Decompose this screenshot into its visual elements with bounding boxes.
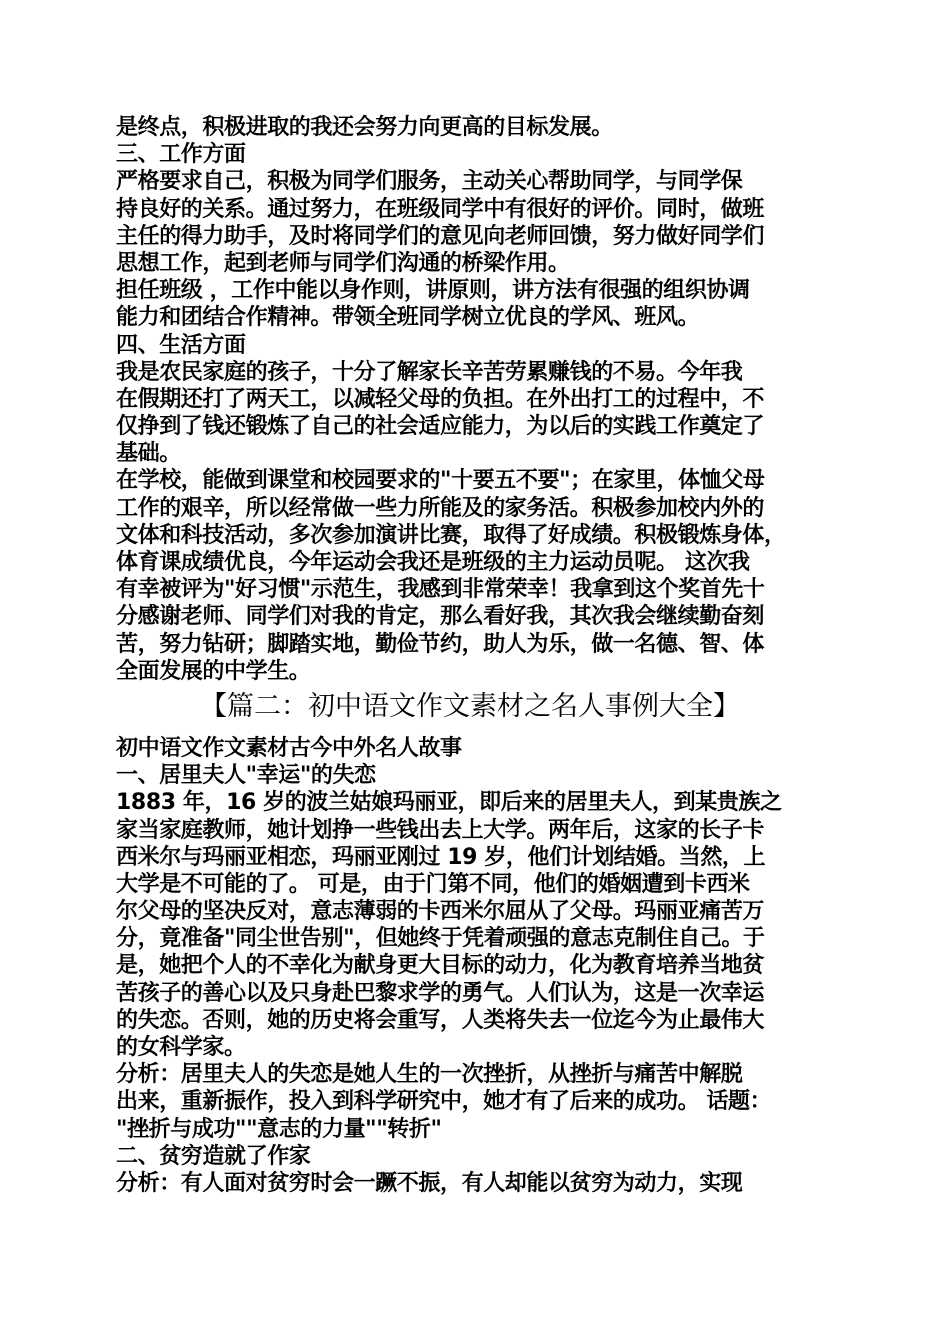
text-line: 大学是不可能的了。 可是，由于门第不同，他们的婚姻遭到卡西米 (116, 871, 750, 897)
text-line: 我是农民家庭的孩子，十分了解家长辛苦劳累赚钱的不易。今年我 (116, 359, 743, 385)
text-line: 是，她把个人的不幸化为献身更大目标的动力，化为教育培养当地贫 (116, 953, 765, 979)
text-line: 分析：有人面对贫穷时会一蹶不振，有人却能以贫穷为动力，实现 (116, 1170, 743, 1196)
text-line: 在假期还打了两天工，以减轻父母的负担。在外出打工的过程中，不 (116, 386, 765, 412)
text-line: 能力和团结合作精神。带领全班同学树立优良的学风、班风。 (116, 305, 700, 331)
text-line: 工作的艰辛，所以经常做一些力所能及的家务活。积极参加校内外的 (116, 495, 765, 521)
text-line: 出来，重新振作，投入到科学研究中，她才有了后来的成功。 话题： (116, 1089, 772, 1115)
text-line: 文体和科技活动，多次参加演讲比赛，取得了好成绩。积极锻炼身体， (116, 522, 786, 548)
text-line: 主任的得力助手，及时将同学们的意见向老师回馈，努力做好同学们 (116, 223, 765, 249)
text-line: 仅挣到了钱还锻炼了自己的社会适应能力，为以后的实践工作奠定了 (116, 414, 765, 440)
text-line: 持良好的关系。通过努力，在班级同学中有很好的评价。同时，做班 (116, 196, 765, 222)
text-line: 一、居里夫人"幸运"的失恋 (116, 763, 376, 789)
text-line: 分析：居里夫人的失恋是她人生的一次挫折，从挫折与痛苦中解脱 (116, 1062, 743, 1088)
text-line: 在学校，能做到课堂和校园要求的"十要五不要"；在家里，体恤父母 (116, 468, 765, 494)
text-line: 尔父母的坚决反对，意志薄弱的卡西米尔屈从了父母。玛丽亚痛苦万 (116, 899, 765, 925)
text-line: 苦孩子的善心以及只身赴巴黎求学的勇气。人们认为，这是一次幸运 (116, 980, 765, 1006)
text-line: 三、工作方面 (116, 142, 246, 168)
text-line: 分，竟准备"同尘世告别"，但她终于凭着顽强的意志克制住自己。于 (116, 926, 765, 952)
text-line: 担任班级 ，工作中能以身作则，讲原则，讲方法有很强的组织协调 (116, 278, 750, 304)
section-title: 【篇二：初中语文作文素材之名人事例大全】 (200, 690, 740, 722)
text-line: 体育课成绩优良，今年运动会我还是班级的主力运动员呢。 这次我 (116, 550, 750, 575)
text-section-part1 (116, 114, 842, 685)
text-line: 1883 年，16 岁的波兰姑娘玛丽亚，即后来的居里夫人，到某贵族之 (116, 790, 782, 816)
text-section-part2 (116, 735, 842, 1197)
text-line: 有幸被评为"好习惯"示范生，我感到非常荣幸！我拿到这个奖首先十 (116, 577, 765, 603)
text-line: 分感谢老师、同学们对我的肯定，那么看好我，其次我会继续勤奋刻 (116, 604, 765, 630)
text-line: 基础。 (116, 441, 181, 467)
text-line: 的女科学家。 (116, 1035, 246, 1060)
text-line: 四、生活方面 (116, 332, 246, 358)
text-line: 思想工作，起到老师与同学们沟通的桥梁作用。 (116, 250, 570, 276)
text-line: 苦，努力钻研；脚踏实地，勤俭节约，助人为乐，做一名德、智、体 (116, 631, 765, 657)
text-line: 全面发展的中学生。 (116, 658, 311, 684)
text-line: 的失恋。否则，她的历史将会重写，人类将失去一位迄今为止最伟大 (116, 1007, 765, 1033)
document-body (116, 114, 842, 1197)
text-line: 是终点，积极进取的我还会努力向更高的目标发展。 (116, 115, 613, 140)
text-line: 西米尔与玛丽亚相恋，玛丽亚刚过 19 岁，他们计划结婚。当然，上 (116, 844, 766, 870)
text-line: 家当家庭教师，她计划挣一些钱出去上大学。两年后，这家的长子卡 (116, 817, 765, 843)
text-line: 严格要求自己，积极为同学们服务，主动关心帮助同学，与同学保 (116, 169, 743, 195)
text-line: 二、贫穷造就了作家 (116, 1143, 311, 1169)
text-line: 初中语文作文素材古今中外名人故事 (116, 735, 462, 761)
text-line: "挫折与成功""意志的力量""转折" (116, 1116, 442, 1142)
